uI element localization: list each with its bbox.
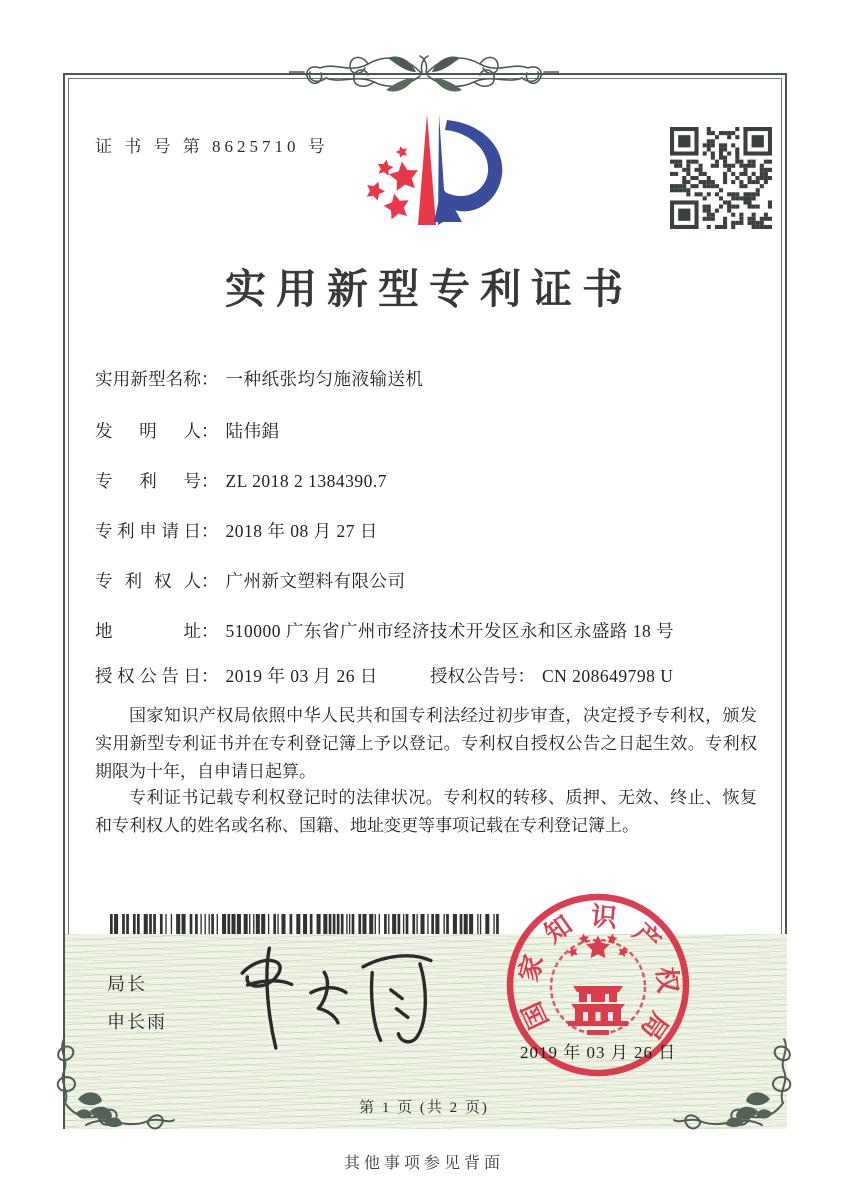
field-row-name (95, 366, 424, 391)
svg-text:识: 识 (589, 901, 619, 933)
field-row-patentee (95, 568, 406, 593)
seal-national-emblem (566, 933, 630, 1035)
certificate-title: 实用新型专利证书 (225, 266, 633, 312)
body-paragraph-1: 国家知识产权局依照中华人民共和国专利法经过初步审查，决定授予专利权，颁发实用新型专利证书并在专利登记簿上予以登记。专利权自授权公告之日起生效。专利权期限为十年，自申请日起算。 (95, 706, 757, 781)
signer-name: 申长雨 (107, 1012, 167, 1032)
svg-text:产: 产 (627, 917, 667, 957)
top-flourish-ornament (289, 42, 559, 104)
field-colon: ： (201, 571, 219, 591)
field-label: 授权公告号 (430, 666, 518, 686)
svg-text:国: 国 (516, 997, 555, 1034)
field-label: 地址 (95, 621, 201, 641)
body-paragraph-2: 专利证书记载专利权登记时的法律状况。专利权的转移、质押、无效、终止、恢复和专利权人的姓名或名称、国籍、地址变更等事项记载在专利登记簿上。 (95, 788, 757, 835)
field-value: 2018 年 08 月 27 日 (225, 521, 378, 541)
field-row-patent-number (95, 468, 387, 493)
page-number: 第 1 页 (共 2 页) (359, 1100, 489, 1116)
field-colon: ： (201, 666, 219, 686)
field-label: 授权公告日 (95, 666, 201, 686)
field-grant-date (95, 666, 378, 686)
field-label: 实用新型名称 (95, 369, 201, 389)
field-grant-number (430, 663, 673, 688)
field-row-address (95, 618, 674, 643)
cnipa-logo-icon (348, 110, 518, 234)
field-colon: ： (201, 471, 219, 491)
field-value: 广州新文塑料有限公司 (225, 571, 406, 591)
svg-text:权: 权 (651, 965, 683, 995)
svg-text:局: 局 (635, 1006, 674, 1045)
back-note: 其他事项参见背面 (343, 1155, 504, 1172)
field-colon: ： (201, 621, 219, 641)
field-row-grant (95, 663, 674, 688)
field-label: 专利权人 (95, 571, 201, 591)
svg-text:家: 家 (514, 951, 549, 985)
field-row-filing-date (95, 518, 378, 543)
field-value: 一种纸张均匀施液输送机 (225, 369, 424, 389)
field-label: 发明人 (95, 421, 201, 441)
seal-date: 2019 年 03 月 26 日 (520, 1043, 677, 1062)
barcode (110, 914, 500, 934)
field-value: 陆伟錩 (225, 421, 280, 441)
certificate-number: 证 书 号 第 8625710 号 (95, 137, 329, 156)
field-label: 专利号 (95, 471, 201, 491)
field-label: 专利申请日 (95, 521, 201, 541)
field-value: CN 208649798 U (542, 666, 674, 686)
field-value: 510000 广东省广州市经济技术开发区永和区永盛路 18 号 (225, 621, 675, 641)
field-value: 2019 年 03 月 26 日 (225, 666, 378, 686)
signature-handwriting (213, 936, 452, 1054)
field-value: ZL 2018 2 1384390.7 (225, 471, 387, 491)
signer-title: 局长 (107, 974, 147, 994)
field-colon: ： (517, 666, 535, 686)
svg-text:知: 知 (539, 910, 578, 949)
field-colon: ： (201, 421, 219, 441)
field-colon: ： (201, 521, 219, 541)
field-row-inventor (95, 418, 280, 443)
qr-code (670, 127, 772, 229)
field-colon: ： (201, 369, 219, 389)
